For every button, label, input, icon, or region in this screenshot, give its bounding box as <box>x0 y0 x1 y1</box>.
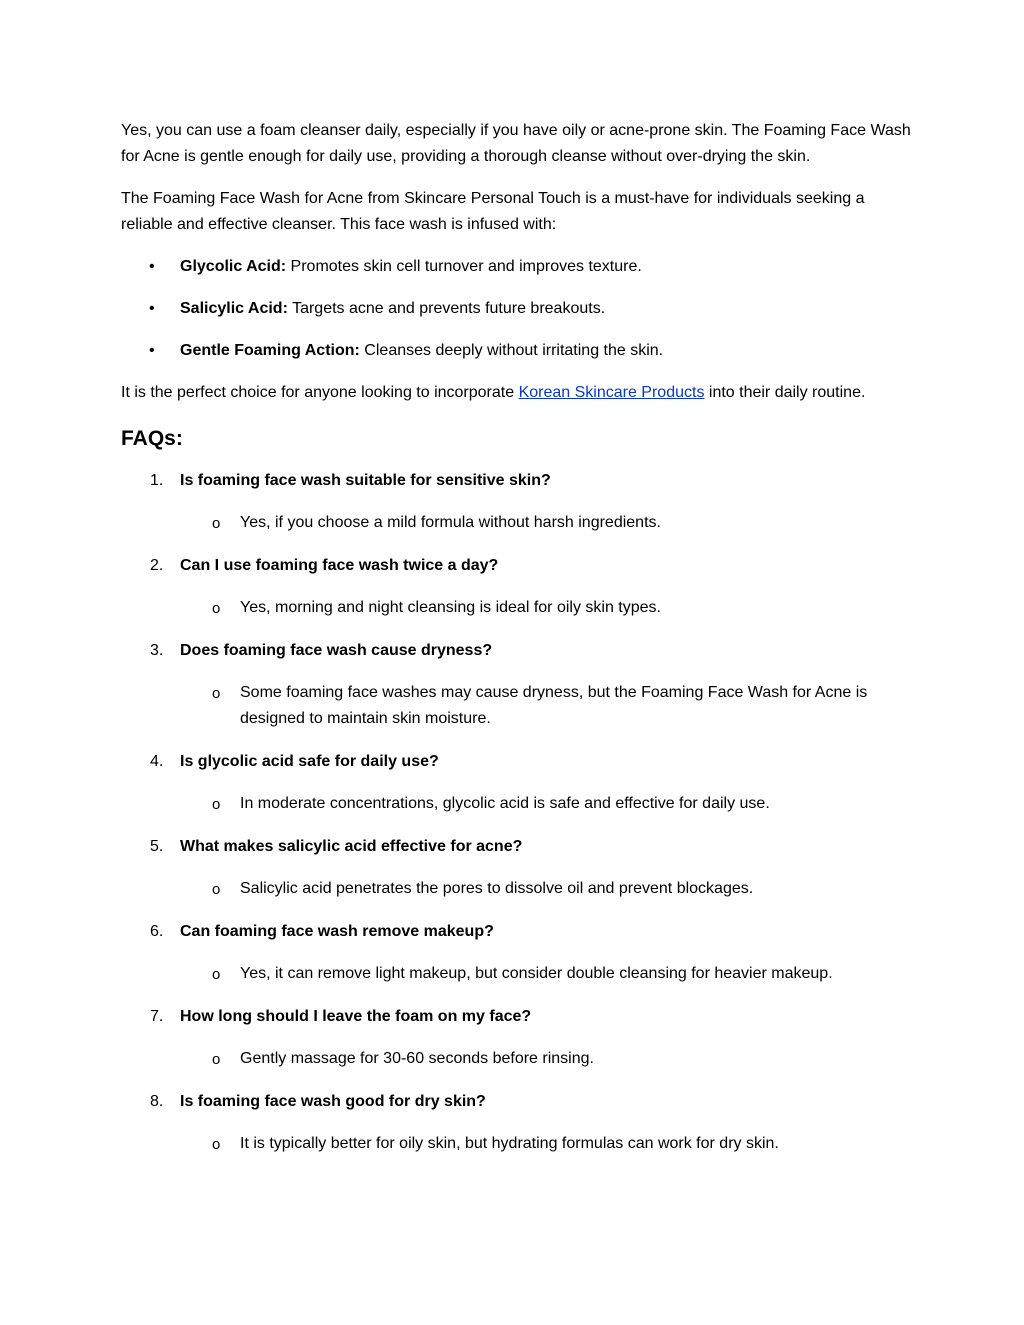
faq-item <box>121 1004 911 1072</box>
sub-bullet-icon: o <box>212 1051 221 1068</box>
sub-bullet-icon: o <box>212 966 221 983</box>
faq-question <box>121 1089 911 1115</box>
faq-question <box>121 919 911 945</box>
faq-question-text: Does foaming face wash cause dryness? <box>180 642 493 659</box>
faq-question-text: Is glycolic acid safe for daily use? <box>180 753 439 770</box>
ingredient-desc: Cleanses deeply without irritating the skin. <box>359 342 664 359</box>
faq-number: 3. <box>150 642 164 659</box>
bullet-icon: • <box>149 258 155 275</box>
faq-question-text: Can I use foaming face wash twice a day? <box>180 557 499 574</box>
faq-question-text: How long should I leave the foam on my face? <box>180 1008 532 1025</box>
faq-question <box>121 553 911 579</box>
ingredient-desc: Targets acne and prevents future breakouts. <box>287 300 606 317</box>
faq-question-text: Is foaming face wash suitable for sensitive skin? <box>180 472 551 489</box>
closing-paragraph <box>121 380 911 406</box>
faq-answer <box>121 1131 911 1157</box>
ingredient-name: Glycolic Acid: <box>180 258 287 275</box>
faq-question-text: Can foaming face wash remove makeup? <box>180 923 494 940</box>
intro-paragraph-1: Yes, you can use a foam cleanser daily, especially if you have oily or acne-prone skin. The Foaming Face Wash for Acne is gentle enough for daily use, providing a thorough cleanse without over-drying the skin. <box>121 122 911 165</box>
sub-bullet-icon: o <box>212 515 221 532</box>
faq-item <box>121 919 911 987</box>
faq-question-text: Is foaming face wash good for dry skin? <box>180 1093 486 1110</box>
faq-item <box>121 749 911 817</box>
sub-bullet-icon: o <box>212 881 221 898</box>
closing-text-after: into their daily routine. <box>704 384 866 401</box>
faq-answer <box>121 791 911 817</box>
faq-question-text: What makes salicylic acid effective for acne? <box>180 838 523 855</box>
faq-item <box>121 1089 911 1157</box>
sub-bullet-icon: o <box>212 600 221 617</box>
faq-number: 2. <box>150 557 164 574</box>
faq-number: 6. <box>150 923 164 940</box>
faq-answer-text: Some foaming face washes may cause dryness, but the Foaming Face Wash for Acne is designed to maintain skin moisture. <box>240 684 868 727</box>
faq-answer-text: It is typically better for oily skin, but hydrating formulas can work for dry skin. <box>240 1135 779 1152</box>
sub-bullet-icon: o <box>212 1136 221 1153</box>
faq-answer <box>121 680 911 732</box>
faq-answer <box>121 1046 911 1072</box>
faq-answer <box>121 961 911 987</box>
closing-text-before: It is the perfect choice for anyone looking to incorporate <box>121 384 519 401</box>
korean-skincare-link[interactable]: Korean Skincare Products <box>518 384 705 401</box>
faq-item <box>121 638 911 732</box>
ingredient-name: Gentle Foaming Action: <box>180 342 360 359</box>
faq-item <box>121 468 911 536</box>
faq-item <box>121 834 911 902</box>
faq-number: 5. <box>150 838 164 855</box>
faq-answer-text: Yes, if you choose a mild formula without harsh ingredients. <box>240 514 661 531</box>
faq-number: 1. <box>150 472 164 489</box>
faq-answer-text: In moderate concentrations, glycolic acid is safe and effective for daily use. <box>240 795 770 812</box>
list-item <box>121 338 911 364</box>
ingredient-list <box>121 254 911 364</box>
intro-paragraph-2: The Foaming Face Wash for Acne from Skincare Personal Touch is a must-have for individuals seeking a reliable and effective cleanser. This face wash is infused with: <box>121 190 865 233</box>
faq-answer-text: Yes, it can remove light makeup, but consider double cleansing for heavier makeup. <box>240 965 833 982</box>
faq-number: 4. <box>150 753 164 770</box>
faq-list <box>121 468 911 1157</box>
sub-bullet-icon: o <box>212 796 221 813</box>
faq-answer <box>121 595 911 621</box>
sub-bullet-icon: o <box>212 685 221 702</box>
faq-answer-text: Salicylic acid penetrates the pores to dissolve oil and prevent blockages. <box>240 880 754 897</box>
document-page <box>121 118 911 1174</box>
faq-answer-text: Gently massage for 30-60 seconds before rinsing. <box>240 1050 594 1067</box>
faq-question <box>121 834 911 860</box>
faq-answer <box>121 510 911 536</box>
faq-answer <box>121 876 911 902</box>
bullet-icon: • <box>149 300 155 317</box>
faq-question <box>121 468 911 494</box>
faq-heading: FAQs: <box>121 427 183 450</box>
list-item <box>121 296 911 322</box>
faq-question <box>121 749 911 775</box>
faq-question <box>121 638 911 664</box>
faq-item <box>121 553 911 621</box>
list-item <box>121 254 911 280</box>
faq-question <box>121 1004 911 1030</box>
faq-answer-text: Yes, morning and night cleansing is ideal for oily skin types. <box>240 599 661 616</box>
faq-number: 8. <box>150 1093 164 1110</box>
bullet-icon: • <box>149 342 155 359</box>
faq-number: 7. <box>150 1008 164 1025</box>
ingredient-desc: Promotes skin cell turnover and improves texture. <box>286 258 642 275</box>
ingredient-name: Salicylic Acid: <box>180 300 288 317</box>
